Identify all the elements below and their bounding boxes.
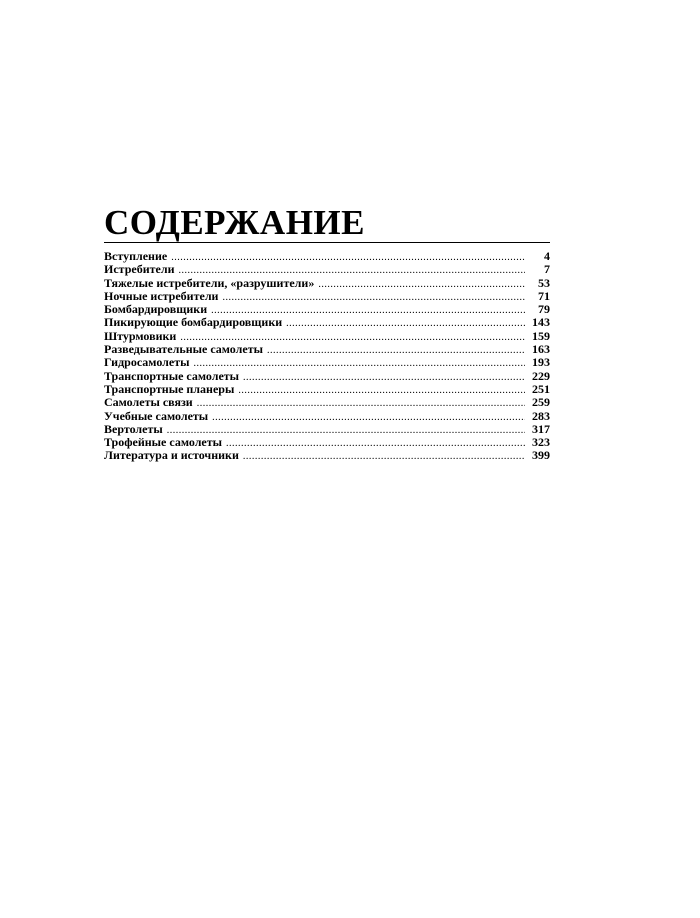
toc-entry-label: Вертолеты: [104, 421, 163, 436]
toc-entry[interactable]: [104, 330, 550, 343]
toc-entry[interactable]: [104, 383, 550, 396]
toc-entry[interactable]: [104, 396, 550, 409]
toc-entry-page: 163: [532, 342, 550, 357]
toc-entry[interactable]: [104, 263, 550, 276]
toc-entry-label: Разведывательные самолеты: [104, 342, 263, 357]
toc-entry-page: 79: [538, 302, 550, 317]
toc-entry-page: 317: [532, 421, 550, 436]
toc-entry-label: Самолеты связи: [104, 395, 193, 410]
toc-entry[interactable]: [104, 290, 550, 303]
toc-entry[interactable]: [104, 356, 550, 369]
toc-entry-label: Литература и источники: [104, 448, 239, 463]
toc-title: СОДЕРЖАНИЕ: [104, 203, 366, 242]
table-of-contents: [104, 205, 550, 463]
toc-entry-label: Гидросамолеты: [104, 355, 190, 370]
toc-entry-page: 143: [532, 315, 550, 330]
dot-leader: [243, 371, 525, 384]
toc-entry-page: 193: [532, 355, 550, 370]
dot-leader: [212, 411, 525, 424]
toc-entry-page: 53: [538, 275, 550, 290]
toc-entry-label: Тяжелые истребители, «разрушители»: [104, 275, 315, 290]
toc-entry-page: 71: [538, 288, 550, 303]
toc-entry[interactable]: [104, 449, 550, 462]
toc-entry[interactable]: [104, 250, 550, 263]
toc-entry[interactable]: [104, 343, 550, 356]
toc-entry-label: Транспортные самолеты: [104, 368, 240, 383]
toc-entry-page: 229: [532, 368, 550, 383]
toc-entry[interactable]: [104, 423, 550, 436]
toc-entry-label: Истребители: [104, 262, 175, 277]
toc-entry-page: 259: [532, 395, 550, 410]
dot-leader: [267, 344, 525, 357]
dot-leader: [194, 357, 526, 370]
dot-leader: [238, 384, 525, 397]
toc-entry[interactable]: [104, 316, 550, 329]
toc-entry-page: 399: [532, 448, 550, 463]
toc-entry-label: Транспортные планеры: [104, 381, 235, 396]
toc-entry-label: Ночные истребители: [104, 288, 219, 303]
toc-entry[interactable]: [104, 436, 550, 449]
toc-entry-label: Пикирующие бомбардировщики: [104, 315, 283, 330]
toc-entry[interactable]: [104, 370, 550, 383]
toc-entry[interactable]: [104, 303, 550, 316]
toc-entry[interactable]: [104, 410, 550, 423]
title-rule: [104, 242, 550, 243]
toc-entry-page: 323: [532, 435, 550, 450]
dot-leader: [222, 291, 525, 304]
toc-entry-page: 4: [544, 249, 550, 263]
dot-leader: [286, 317, 525, 330]
toc-entry-label: Бомбардировщики: [104, 302, 208, 317]
toc-entry-label: Вступление: [104, 249, 168, 263]
toc-entry-page: 251: [532, 381, 550, 396]
dot-leader: [243, 450, 525, 463]
toc-entry-label: Трофейные самолеты: [104, 435, 223, 450]
toc-entry-page: 7: [544, 262, 550, 277]
dot-leader: [197, 397, 525, 410]
toc-entry-page: 159: [532, 328, 550, 343]
toc-entry-label: Штурмовики: [104, 328, 177, 343]
dot-leader: [171, 251, 525, 264]
dot-leader: [318, 278, 525, 291]
toc-entry-page: 283: [532, 408, 550, 423]
toc-list: [104, 250, 550, 463]
toc-entry-label: Учебные самолеты: [104, 408, 209, 423]
dot-leader: [226, 437, 525, 450]
toc-entry[interactable]: [104, 277, 550, 290]
